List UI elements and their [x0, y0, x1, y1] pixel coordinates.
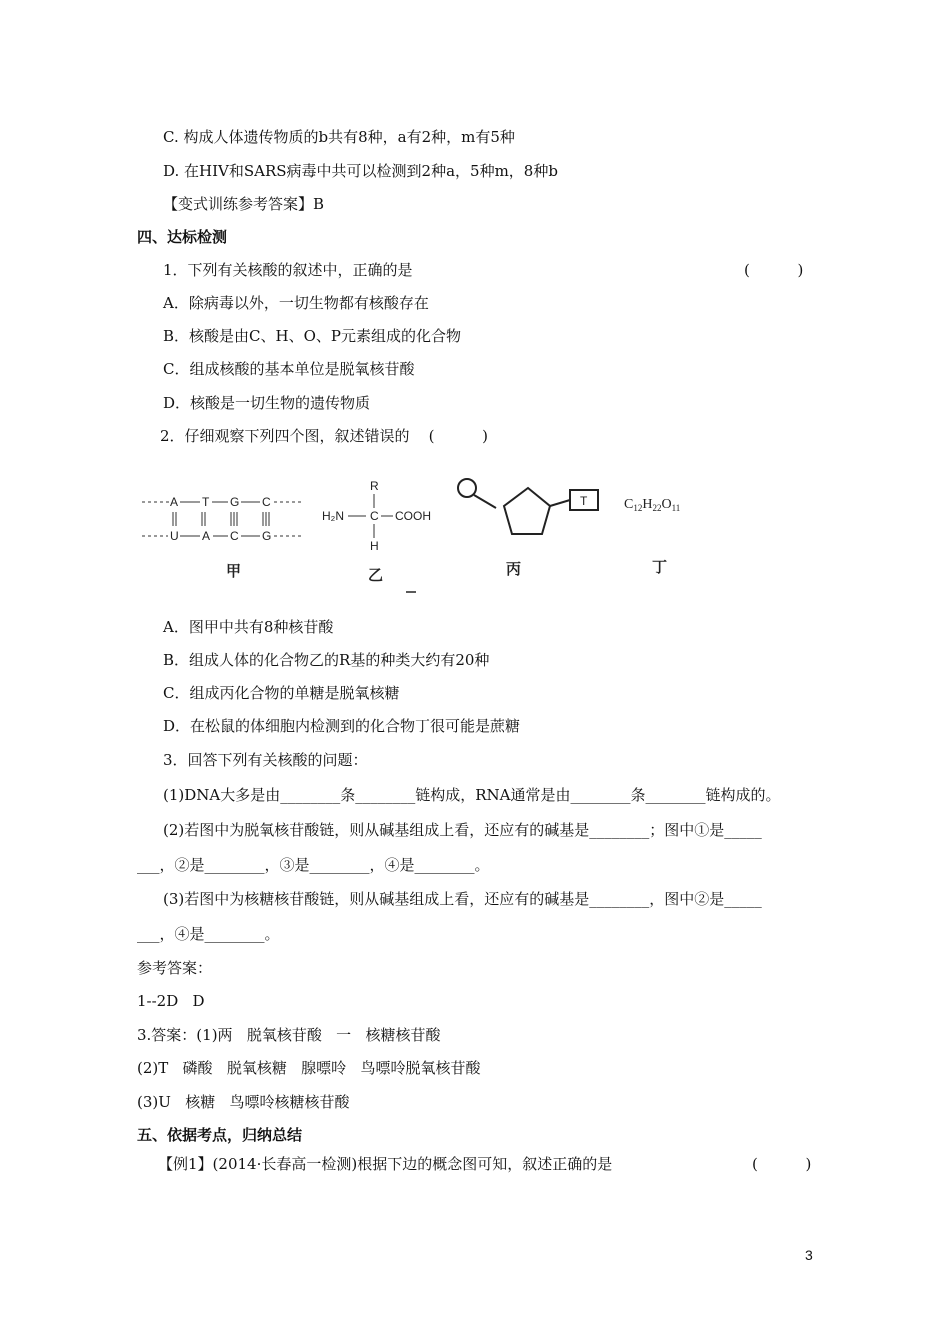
four-diagrams-figure — [140, 470, 720, 600]
jia-top-base: C — [262, 495, 271, 509]
yi-hydrogen: H — [370, 539, 379, 553]
jia-bottom-base: C — [230, 529, 239, 543]
answer-3-part-3: (3)U 核糖 鸟嘌呤核糖核苷酸 — [137, 1093, 350, 1111]
answer-3-part-1: 3.答案：(1)两 脱氧核苷酸 一 核糖核苷酸 — [137, 1026, 441, 1044]
jia-bottom-base: G — [262, 529, 272, 543]
yi-amino: H₂N — [322, 509, 344, 523]
jia-top-base: T — [202, 495, 210, 509]
answer-3-part-2: (2)T 磷酸 脱氧核糖 腺嘌呤 鸟嘌呤脱氧核苷酸 — [137, 1059, 481, 1077]
yi-carboxyl: COOH — [395, 509, 431, 523]
question-1-option-d: D．核酸是一切生物的遗传物质 — [163, 394, 371, 412]
option-c-previous: C. 构成人体遗传物质的b共有8种，a有2种，m有5种 — [163, 128, 515, 146]
diagram-ding — [624, 497, 680, 576]
diagram-jia — [142, 495, 304, 580]
question-2: 2．仔细观察下列四个图，叙述错误的 ( ) — [160, 427, 489, 445]
ding-formula: $C_{12}H_{22}O_{11}$ — [624, 497, 681, 513]
question-2-option-b: B．组成人体的化合物乙的R基的种类大约有20种 — [163, 651, 490, 669]
question-3-part-3-line-2: ___，④是________。 — [137, 925, 280, 943]
question-1-option-c: C．组成核酸的基本单位是脱氧核苷酸 — [163, 360, 415, 378]
jia-top-base: G — [230, 495, 240, 509]
example-1-paren: ( ) — [752, 1155, 812, 1173]
question-1-option-b: B．核酸是由C、H、O、P元素组成的化合物 — [163, 327, 461, 345]
question-1: 1．下列有关核酸的叙述中，正确的是 — [163, 261, 413, 279]
question-3: 3．回答下列有关核酸的问题： — [163, 751, 368, 769]
jia-top-base: A — [170, 495, 179, 509]
question-2-option-d: D．在松鼠的体细胞内检测到的化合物丁很可能是蔗糖 — [163, 717, 521, 735]
question-2-option-a: A．图甲中共有8种核苷酸 — [163, 618, 334, 636]
question-3-part-2-line-1: (2)若图中为脱氧核苷酸链，则从碱基组成上看，还应有的碱基是________；图中①是_____ — [163, 821, 762, 839]
section-4-heading: 四、达标检测 — [137, 228, 228, 246]
reference-answers-label: 参考答案： — [137, 959, 213, 977]
diagram-bing — [458, 479, 598, 578]
question-2-option-c: C．组成丙化合物的单糖是脱氧核糖 — [163, 684, 400, 702]
jia-bottom-base: A — [202, 529, 211, 543]
bing-label: 丙 — [506, 560, 522, 578]
answer-1-2: 1--2D D — [137, 992, 205, 1010]
question-3-part-2-line-2: ___，②是________，③是________，④是________。 — [137, 856, 490, 874]
option-d-previous: D. 在HIV和SARS病毒中共可以检测到2种a，5种m，8种b — [163, 162, 558, 180]
question-3-part-1: (1)DNA大多是由________条________链构成，RNA通常是由________条________链构成的。 — [163, 786, 781, 804]
ding-label: 丁 — [652, 560, 668, 576]
pentose-pentagon — [504, 488, 550, 534]
yi-label: 乙 — [368, 567, 384, 584]
yi-carbon: C — [370, 509, 379, 523]
question-3-part-3-line-1: (3)若图中为核糖核苷酸链，则从碱基组成上看，还应有的碱基是________，图中②是_____ — [163, 890, 762, 908]
yi-r-group: R — [370, 479, 379, 493]
jia-label: 甲 — [226, 563, 242, 580]
diagram-yi — [322, 479, 431, 584]
bing-base: T — [580, 494, 588, 508]
jia-bottom-base: U — [170, 529, 179, 543]
variant-answer: 【变式训练参考答案】B — [163, 195, 325, 213]
example-1: 【例1】(2014·长春高一检测)根据下边的概念图可知，叙述正确的是 — [158, 1155, 613, 1173]
question-1-paren: ( ) — [744, 261, 804, 279]
page-number: 3 — [805, 1247, 813, 1263]
question-1-option-a: A．除病毒以外，一切生物都有核酸存在 — [163, 294, 429, 312]
section-5-heading: 五、依据考点，归纳总结 — [137, 1126, 303, 1144]
phosphate-circle — [458, 479, 476, 497]
